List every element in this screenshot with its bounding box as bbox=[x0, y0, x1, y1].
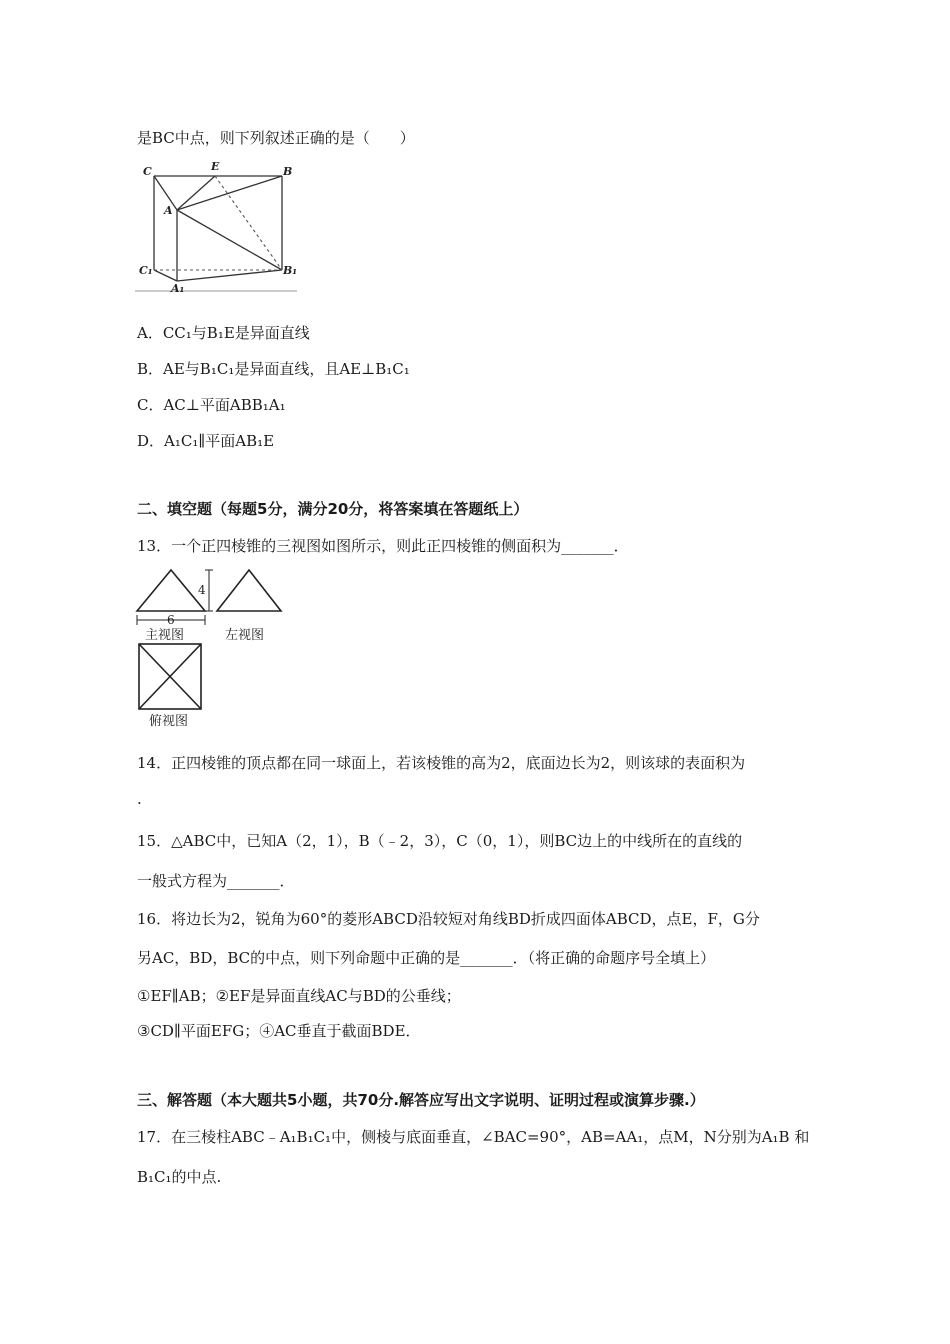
edge-A1B1 bbox=[177, 270, 282, 281]
label-C: C bbox=[143, 165, 152, 178]
top-view-caption: 俯视图 bbox=[149, 714, 189, 728]
q14-line-1: 14．正四棱锥的顶点都在同一球面上，若该棱锥的高为2，底面边长为2，则该球的表面积为 bbox=[137, 754, 746, 772]
label-E: E bbox=[211, 160, 220, 173]
option-a: A．CC₁与B₁E是异面直线 bbox=[137, 324, 310, 342]
label-B: B bbox=[283, 165, 293, 178]
q16-line-1: 16．将边长为2，锐角为60°的菱形ABCD沿较短对角线BD折成四面体ABCD，点E，F，G分 bbox=[137, 910, 760, 928]
three-views-figure bbox=[135, 564, 285, 728]
q14-line-2: . bbox=[137, 790, 142, 808]
side-view-triangle bbox=[217, 570, 281, 611]
edge-AB bbox=[177, 176, 282, 210]
q12-intro: 是BC中点，则下列叙述正确的是（ ） bbox=[137, 129, 415, 147]
edge-C1A1 bbox=[154, 270, 177, 281]
option-b: B．AE与B₁C₁是异面直线，且AE⊥B₁C₁ bbox=[137, 360, 410, 378]
label-A1: A₁ bbox=[171, 282, 185, 294]
label-C1: C₁ bbox=[139, 264, 153, 277]
q15-line-2: 一般式方程为_______． bbox=[137, 872, 295, 890]
edge-AE bbox=[177, 176, 215, 210]
prism-figure bbox=[135, 158, 300, 294]
q15-line-1: 15．△ABC中，已知A（2，1），B（﹣2，3），C（0，1），则BC边上的中线所在的直线的 bbox=[137, 832, 743, 850]
label-A: A bbox=[164, 204, 173, 217]
side-view-caption: 左视图 bbox=[225, 628, 265, 643]
option-d: D．A₁C₁∥平面AB₁E bbox=[137, 432, 275, 450]
q13-text: 13．一个正四棱锥的三视图如图所示，则此正四棱锥的侧面积为_______． bbox=[137, 537, 629, 555]
q16-line-4: ③CD∥平面EFG；④AC垂直于截面BDE． bbox=[137, 1022, 421, 1040]
front-view-triangle bbox=[137, 570, 205, 611]
edge-EB1-hidden bbox=[215, 176, 282, 270]
q17-line-2: B₁C₁的中点. bbox=[137, 1168, 222, 1186]
option-c: C．AC⊥平面ABB₁A₁ bbox=[137, 396, 286, 414]
q17-line-1: 17．在三棱柱ABC﹣A₁B₁C₁中，侧棱与底面垂直，∠BAC=90°，AB=AA₁，点M，N分别为A₁B 和 bbox=[137, 1128, 810, 1146]
section-2-header: 二、填空题（每题5分，满分20分，将答案填在答题纸上） bbox=[137, 500, 529, 518]
front-view-caption: 主视图 bbox=[145, 628, 185, 643]
section-3-header: 三、解答题（本大题共5小题，共70分.解答应写出文字说明、证明过程或演算步骤.） bbox=[137, 1091, 705, 1109]
q16-line-3: ①EF∥AB；②EF是异面直线AC与BD的公垂线； bbox=[137, 987, 461, 1005]
edge-AB1 bbox=[177, 210, 282, 270]
label-B1: B₁ bbox=[283, 264, 298, 277]
height-dimension-label: 4 bbox=[198, 583, 206, 597]
base-dimension-label: 6 bbox=[167, 613, 175, 627]
q16-line-2: 另AC，BD，BC的中点，则下列命题中正确的是_______．（将正确的命题序号全填上） bbox=[137, 949, 716, 967]
